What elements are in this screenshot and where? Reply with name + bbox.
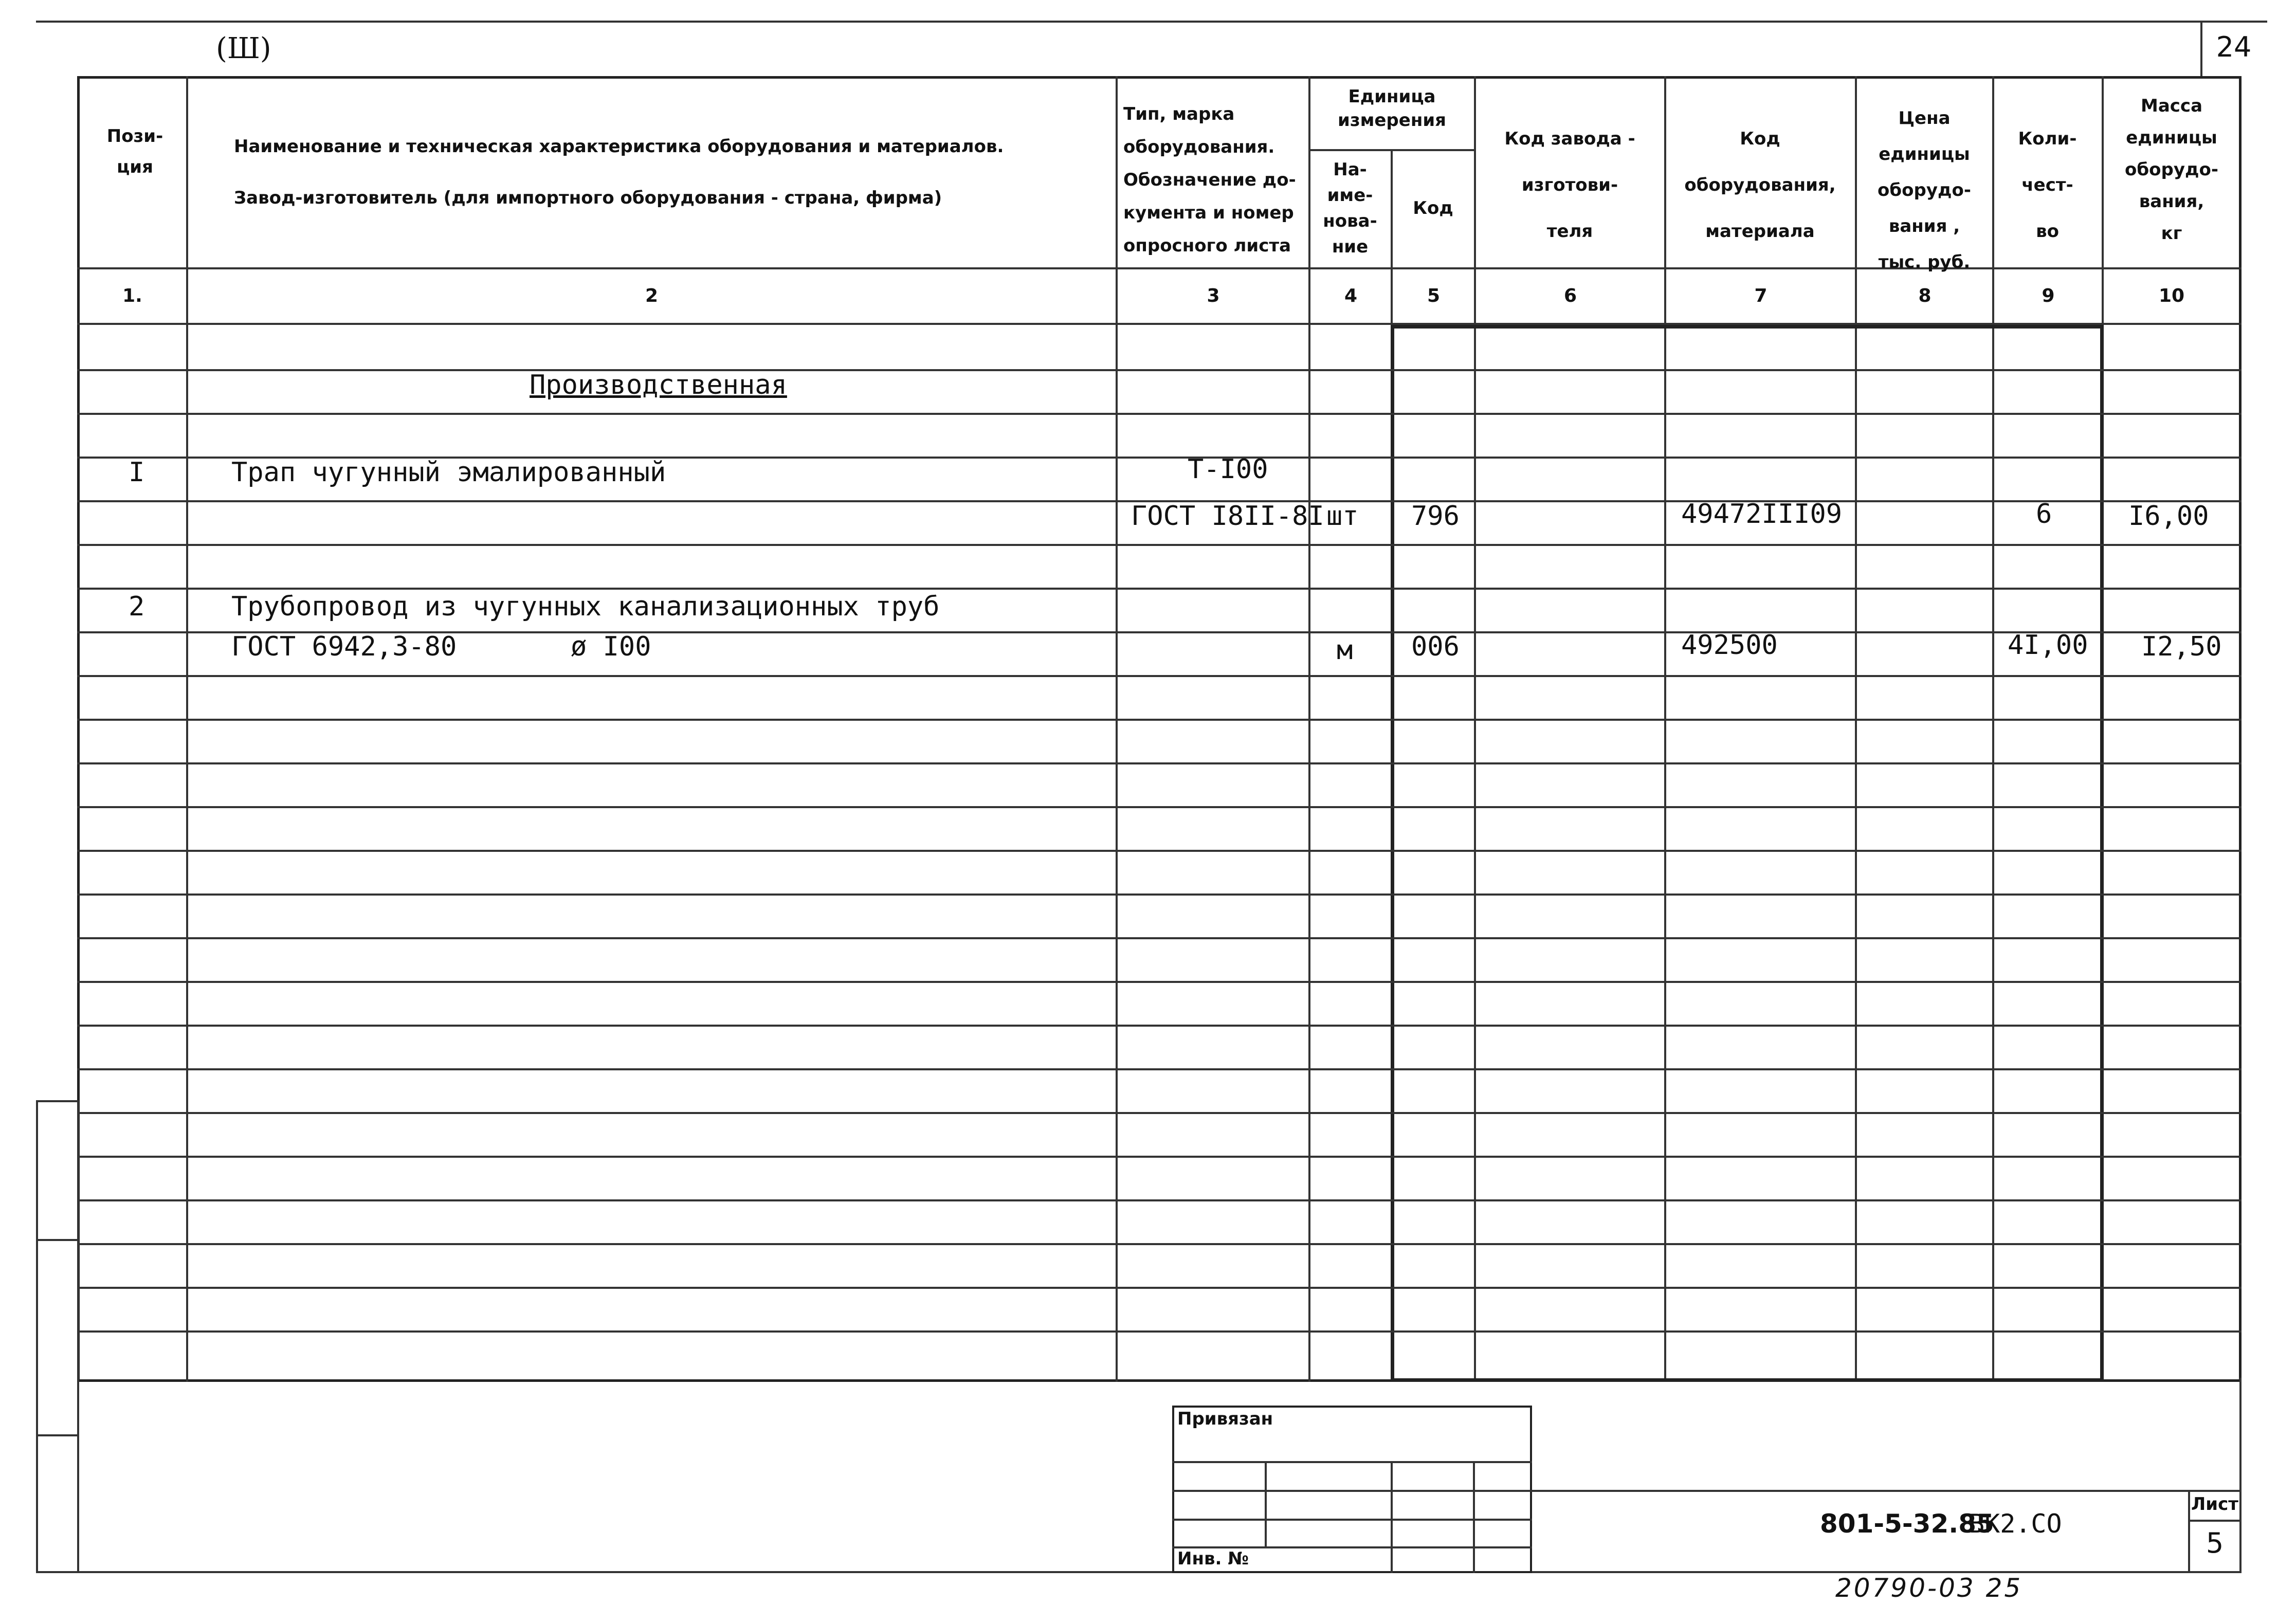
- header-unit-name: На- име- нова- ние: [1323, 159, 1377, 257]
- section-title: Производственная: [530, 370, 787, 400]
- row-position: 2: [129, 591, 145, 622]
- header-unit-code: Код: [1413, 198, 1453, 218]
- row-unit: шт: [1326, 501, 1359, 532]
- colnum-9: 9: [2042, 285, 2055, 306]
- sheet-number: 5: [2206, 1527, 2224, 1559]
- margin-tick: [36, 1100, 77, 1102]
- row-type: Т-I00: [1188, 454, 1268, 485]
- row-quantity: 4I,00: [2008, 630, 2088, 661]
- corner-box-divider: [2200, 21, 2202, 77]
- colnum-3: 3: [1207, 285, 1220, 306]
- row-diameter: ø I00: [571, 631, 651, 662]
- margin-tick: [36, 1434, 77, 1436]
- sheet-box-divider: [2188, 1520, 2242, 1522]
- archive-number: 20790-03 25: [1835, 1573, 2023, 1603]
- bound-label: Привязан: [1177, 1409, 1273, 1429]
- row-code: 796: [1411, 501, 1460, 532]
- colnum-2: 2: [645, 285, 659, 306]
- corner-sheet-number: 24: [2216, 31, 2252, 63]
- header-price: Цена единицы оборудо- вания , тыс. руб.: [1878, 108, 1971, 272]
- header-plant-code: Код завода - изготови- теля: [1504, 129, 1635, 242]
- row-name: Трубопровод из чугунных канализационных труб: [231, 591, 940, 622]
- col-rule-3: [1308, 76, 1310, 1382]
- row-code: 006: [1411, 631, 1460, 662]
- margin-line-inner: [77, 1100, 79, 1573]
- row-mass: I2,50: [2141, 631, 2222, 662]
- colnum-4: 4: [1344, 285, 1358, 306]
- header-mass: Масса единицы оборудо- вания, кг: [2125, 96, 2218, 244]
- colnum-1: 1.: [122, 285, 142, 306]
- document-suffix: ВК2.СО: [1969, 1509, 2062, 1539]
- row-equipment-code: 492500: [1681, 630, 1778, 661]
- row-mass: I6,00: [2128, 501, 2209, 532]
- emphasis-box: [1391, 325, 2104, 1382]
- colnum-8: 8: [1918, 285, 1931, 306]
- header-position: Пози- ция: [106, 126, 163, 177]
- colnum-5: 5: [1427, 285, 1441, 306]
- top-rule: [36, 21, 2267, 23]
- header-name: Наименование и техническая характеристика оборудования и материалов. Завод-изготовитель (для импортного оборудования - страна, фирма): [234, 136, 1004, 208]
- row-equipment-code: 49472III09: [1681, 499, 1843, 530]
- col-rule-1: [186, 76, 188, 1382]
- row-position: I: [129, 457, 145, 488]
- inventory-label: Инв. №: [1177, 1548, 1249, 1569]
- colnum-7: 7: [1754, 285, 1767, 306]
- col-rule-2: [1116, 76, 1118, 1382]
- row-name: Трап чугунный эмалированный: [231, 457, 666, 488]
- row-type: ГОСТ I8II-8I: [1131, 501, 1324, 532]
- header-unit-group: Единица измерения: [1338, 86, 1446, 131]
- row-name: ГОСТ 6942,3-80: [231, 631, 457, 662]
- header-type: Тип, марка оборудования. Обозначение до- кумента и номер опросного листа: [1123, 104, 1296, 256]
- row-unit: м: [1337, 635, 1353, 666]
- doc-block-top: [1532, 1490, 2242, 1492]
- margin-tick: [36, 1239, 77, 1241]
- header-quantity: Коли- чест- во: [2018, 129, 2077, 242]
- sheet-label: Лист: [2191, 1494, 2238, 1515]
- colnum-10: 10: [2158, 285, 2185, 306]
- document-code: 801-5-32.85: [1820, 1509, 1994, 1539]
- colnum-6: 6: [1563, 285, 1577, 306]
- header-equipment-code: Код оборудования, материала: [1684, 129, 1836, 242]
- section-marker: (Ш): [216, 32, 271, 65]
- row-quantity: 6: [2036, 499, 2052, 530]
- margin-line-outer: [36, 1100, 38, 1573]
